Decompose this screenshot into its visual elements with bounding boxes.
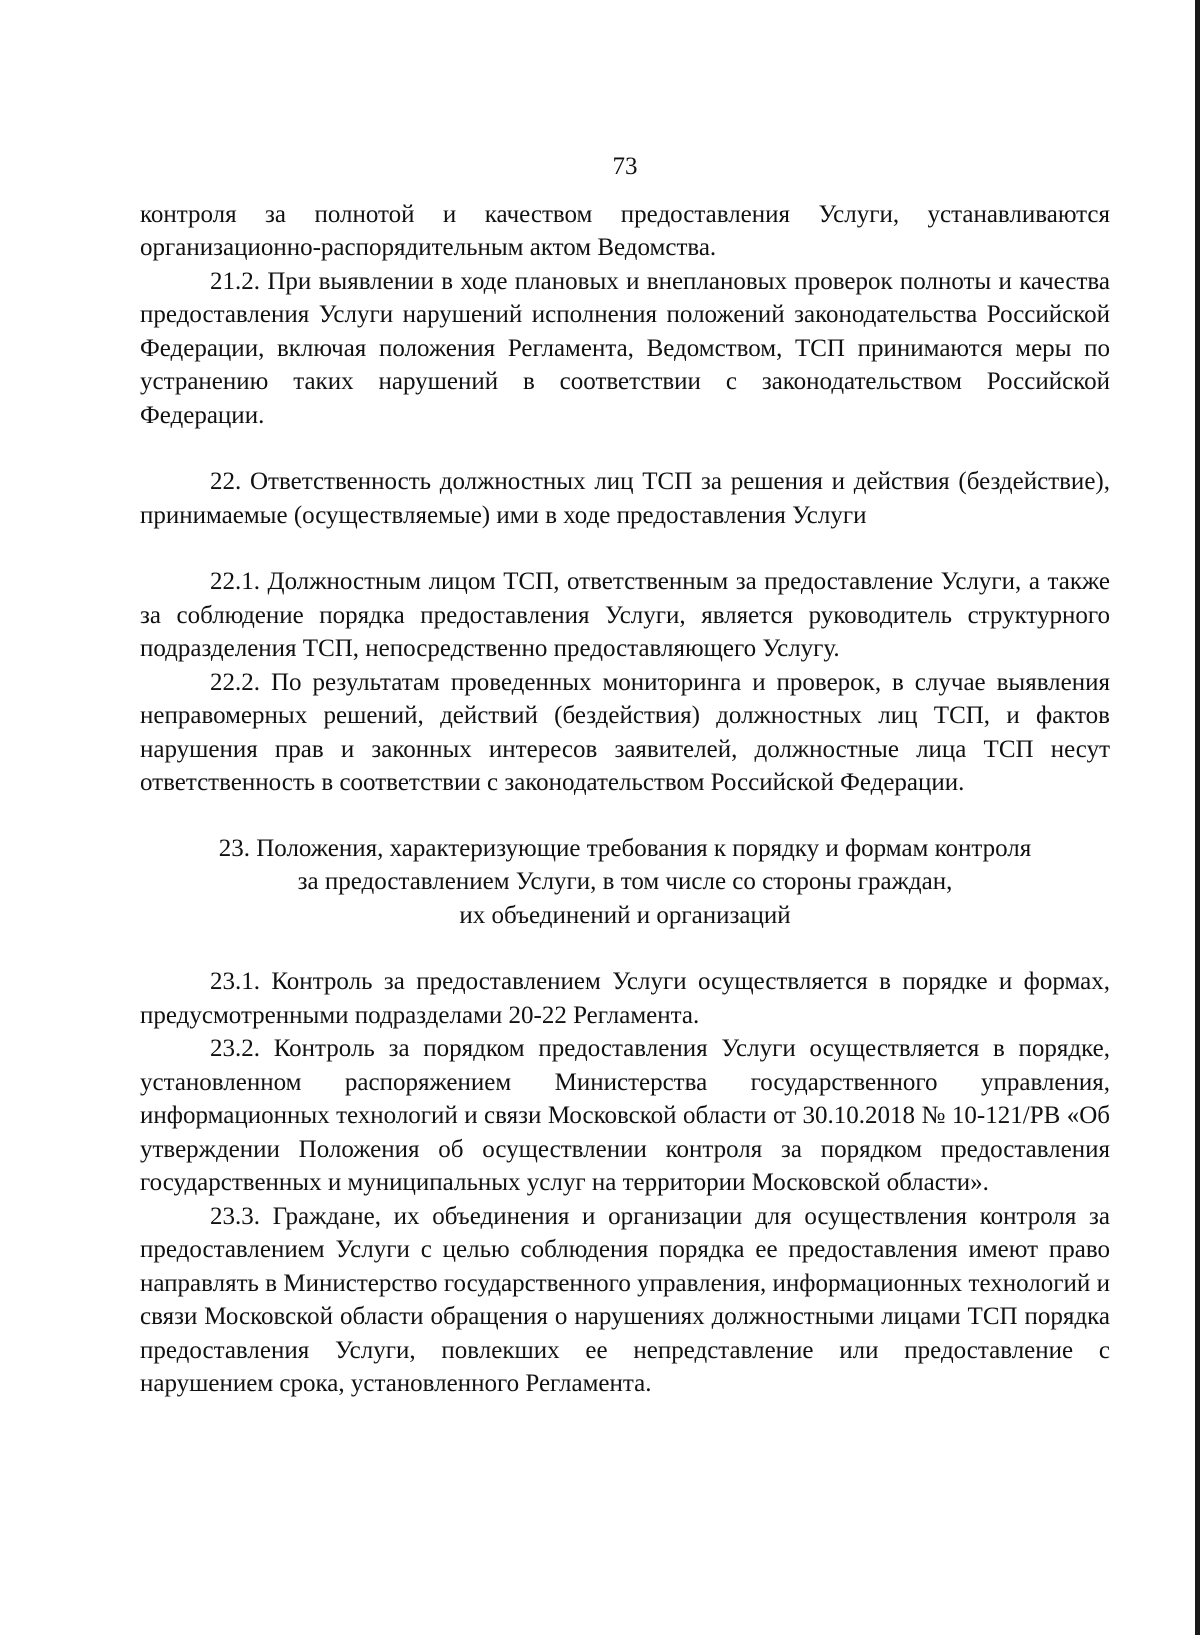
section-heading-23-line1: 23. Положения, характеризующие требования к порядку и формам контроля: [218, 834, 1032, 862]
scan-edge: [1195, 0, 1200, 1635]
document-body: [140, 150, 1110, 1401]
section-heading-23-line3: их объединений и организаций: [459, 901, 791, 929]
section-heading-23-line2: за предоставлением Услуги, в том числе со стороны граждан,: [297, 868, 953, 895]
page-number: 73: [612, 153, 638, 180]
paragraph-22-1: 22.1. Должностным лицом ТСП, ответственным за предоставление Услуги, а также за соблюдение порядка предоставления Услуги, является руководитель структурного подразделения ТСП, непосредственно предоставляющего Услугу.: [140, 568, 1110, 662]
paragraph-23-2: 23.2. Контроль за порядком предоставления Услуги осуществляется в порядке, установленном распоряжением Министерства государственного управления, информационных технологий и связи Московской области от 30.10.2018 № 10-121/РВ «Об утверждении Положения об осуществлении контроля за порядком предоставления государственных и муниципальных услуг на территории Московской области».: [140, 1035, 1110, 1196]
paragraph-23-3: 23.3. Граждане, их объединения и организации для осуществления контроля за предоставлением Услуги с целью соблюдения порядка ее предоставления имеют право направлять в Министерство государственного управления, информационных технологий и связи Московской области обращения о нарушениях должностными лицами ТСП порядка предоставления Услуги, повлекших ее непредставление или предоставление с нарушением срока, установленного Регламента.: [140, 1202, 1110, 1397]
paragraph-22-2: 22.2. По результатам проведенных мониторинга и проверок, в случае выявления неправомерных решений, действий (бездействия) должностных лиц ТСП, и фактов нарушения прав и законных интересов заявителей, должностные лица ТСП несут ответственность в соответствии с законодательством Российской Федерации.: [140, 668, 1110, 796]
section-heading-22: 22. Ответственность должностных лиц ТСП за решения и действия (бездействие), принимаемые (осуществляемые) ими в ходе предоставления Услуги: [140, 468, 1110, 529]
paragraph-23-1: 23.1. Контроль за предоставлением Услуги осуществляется в порядке и формах, предусмотренными подразделами 20-22 Регламента.: [140, 968, 1110, 1029]
paragraph-21-2: 21.2. При выявлении в ходе плановых и внеплановых проверок полноты и качества предоставления Услуги нарушений исполнения положений законодательства Российской Федерации, включая положения Регламента, Ведомством, ТСП принимаются меры по устранению таких нарушений в соответствии с законодательством Российской Федерации.: [140, 267, 1110, 429]
paragraph-continuation: контроля за полнотой и качеством предоставления Услуги, устанавливаются организационно-распорядительным актом Ведомства.: [140, 200, 1110, 261]
